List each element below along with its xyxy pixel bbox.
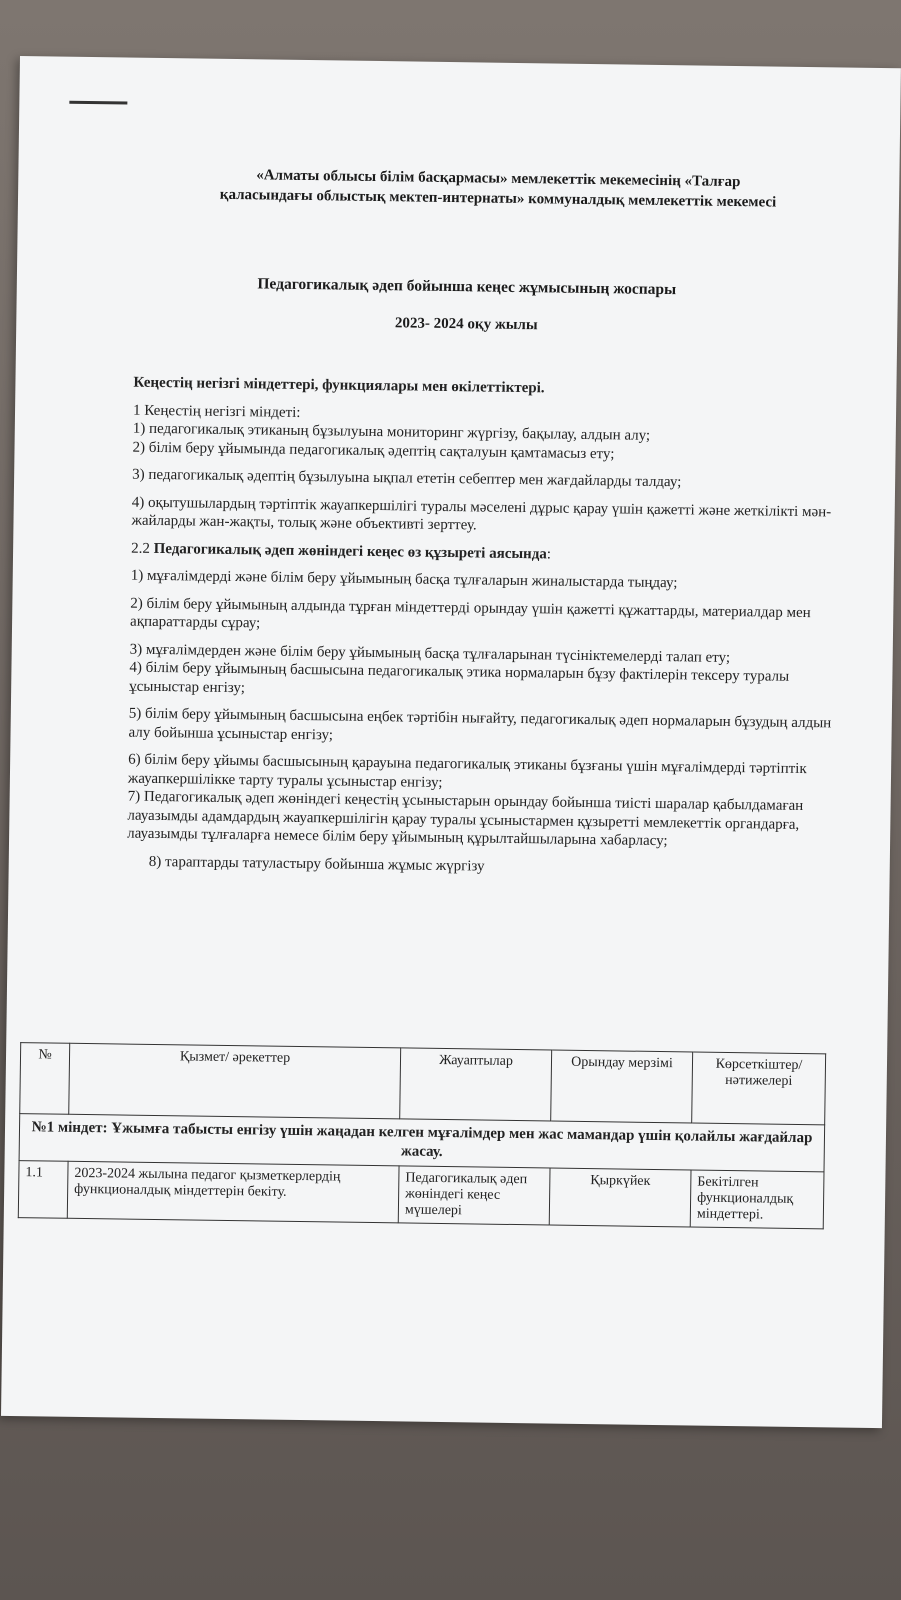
header-line-1: «Алматы облысы білім басқармасы» мемлекеттік мекемесінің «Талғар [256,167,741,191]
section1-heading: Кеңестің негізгі міндеттері, функциялары мен өкілеттіктері. [133,374,545,397]
header-result: Көрсеткіштер/ нәтижелері [692,1052,826,1125]
section1-item: 1) педагогикалық этиканың бұзылуына мониторинг жүргізу, бақылау, алдын алу; [132,420,651,444]
row-activity: 2023-2024 жылына педагог қызметкерлердің функционалдық міндеттерін бекіту. [67,1161,399,1223]
header-no: № [20,1043,70,1115]
header-term: Орындау мерзімі [551,1050,693,1123]
section2-heading: 2.2 Педагогикалық әдеп жөніндегі кеңес өз құзыреті аясында: [131,540,552,562]
section2-item: 4) білім беру ұйымының басшысына педагогикалық этика нормаларын бұзу фактілерін тексеру туралы ұсыныстар енгізу; [129,659,790,696]
section1-item: 2) білім беру ұйымында педагогикалық әдептің сақталуын қамтамасыз ету; [132,439,615,462]
row-no: 1.1 [18,1161,68,1219]
section1-item: 4) оқытушылардың тәртіптік жауапкершілігі туралы мәселені дұрыс қарау үшін қажетті және жеткілікті мән-жайларды жан-жақты, толық және объективті зерттеу. [131,494,832,534]
academic-year: 2023- 2024 оқу жылы [394,315,538,334]
section1-subheading: 1 Кеңестің негізгі міндеті: [132,402,301,421]
document-title: Педагогикалық әдеп бойынша кеңес жұмысының жоспары [257,275,677,299]
section2-item: 2) білім беру ұйымының алдында тұрған міндеттерді орындау үшін қажетті құжаттарды, материалдар мен ақпараттарды сұрау; [130,595,811,632]
table-header-row [20,1043,826,1125]
section2-item: 6) білім беру ұйымы басшысының қарауына педагогикалық этиканы бұзғаны үшін мұғалімдерді тәртіптік жауапкершілікке тарту туралы ұсыныстар енгізу; [127,751,807,791]
row-result: Бекітілген функционалдық міндеттері. [690,1170,824,1229]
plan-table [18,1042,826,1229]
section2-item: 3) мұғалімдерден және білім беру ұйымының басқа тұлғаларынан түсініктемелерді талап ету; [129,641,731,666]
row-responsible: Педагогикалық әдеп жөніндегі кеңес мүшелері [398,1166,550,1225]
document-body [127,374,854,881]
section2-item: 8) тараптарды татуластыру бойынша жұмыс жүргізу [148,853,485,875]
row-term: Қыркүйек [549,1168,691,1227]
top-mark [69,101,127,105]
section2-item: 5) білім беру ұйымының басшысына еңбек тәртібін нығайту, педагогикалық әдеп нормаларын бұзудың алдын алу бойынша ұсыныстар енгізу; [128,705,832,743]
table-row [18,1161,824,1229]
header-line-2: қаласындағы облыстық мектеп-интернаты» коммуналдық мемлекеттік мекемесі [219,186,777,211]
header-responsible: Жауаптылар [400,1048,552,1121]
document-page [1,56,901,1428]
section2-item: 7) Педагогикалық әдеп жөніндегі кеңестің ұсыныстарын орындау бойынша тиісті шаралар қабылдамаған лауазымды адамдардың жауапкершілігін қарау туралы ұсыныстармен құзыретті мемлекеттік органдарға, лауазымды тұлғаларға немесе білім беру ұйымының құрылтайшыларына хабарласу; [127,788,804,850]
document-header [138,164,858,214]
task-text: №1 міндет: Ұжымға табысты енгізу үшін жаңадан келген мұғалімдер мен жас мамандар үшін қолайлы жағдайлар жасау. [19,1114,825,1172]
section2-item: 1) мұғалімдерді және білім беру ұйымының басқа тұлғаларын жиналыстарда тыңдау; [130,567,678,592]
section1-item: 3) педагогикалық әдептің бұзылуына ықпал ететін себептер мен жағдайларды талдау; [132,466,682,491]
header-activity: Қызмет/ әрекеттер [69,1043,401,1119]
